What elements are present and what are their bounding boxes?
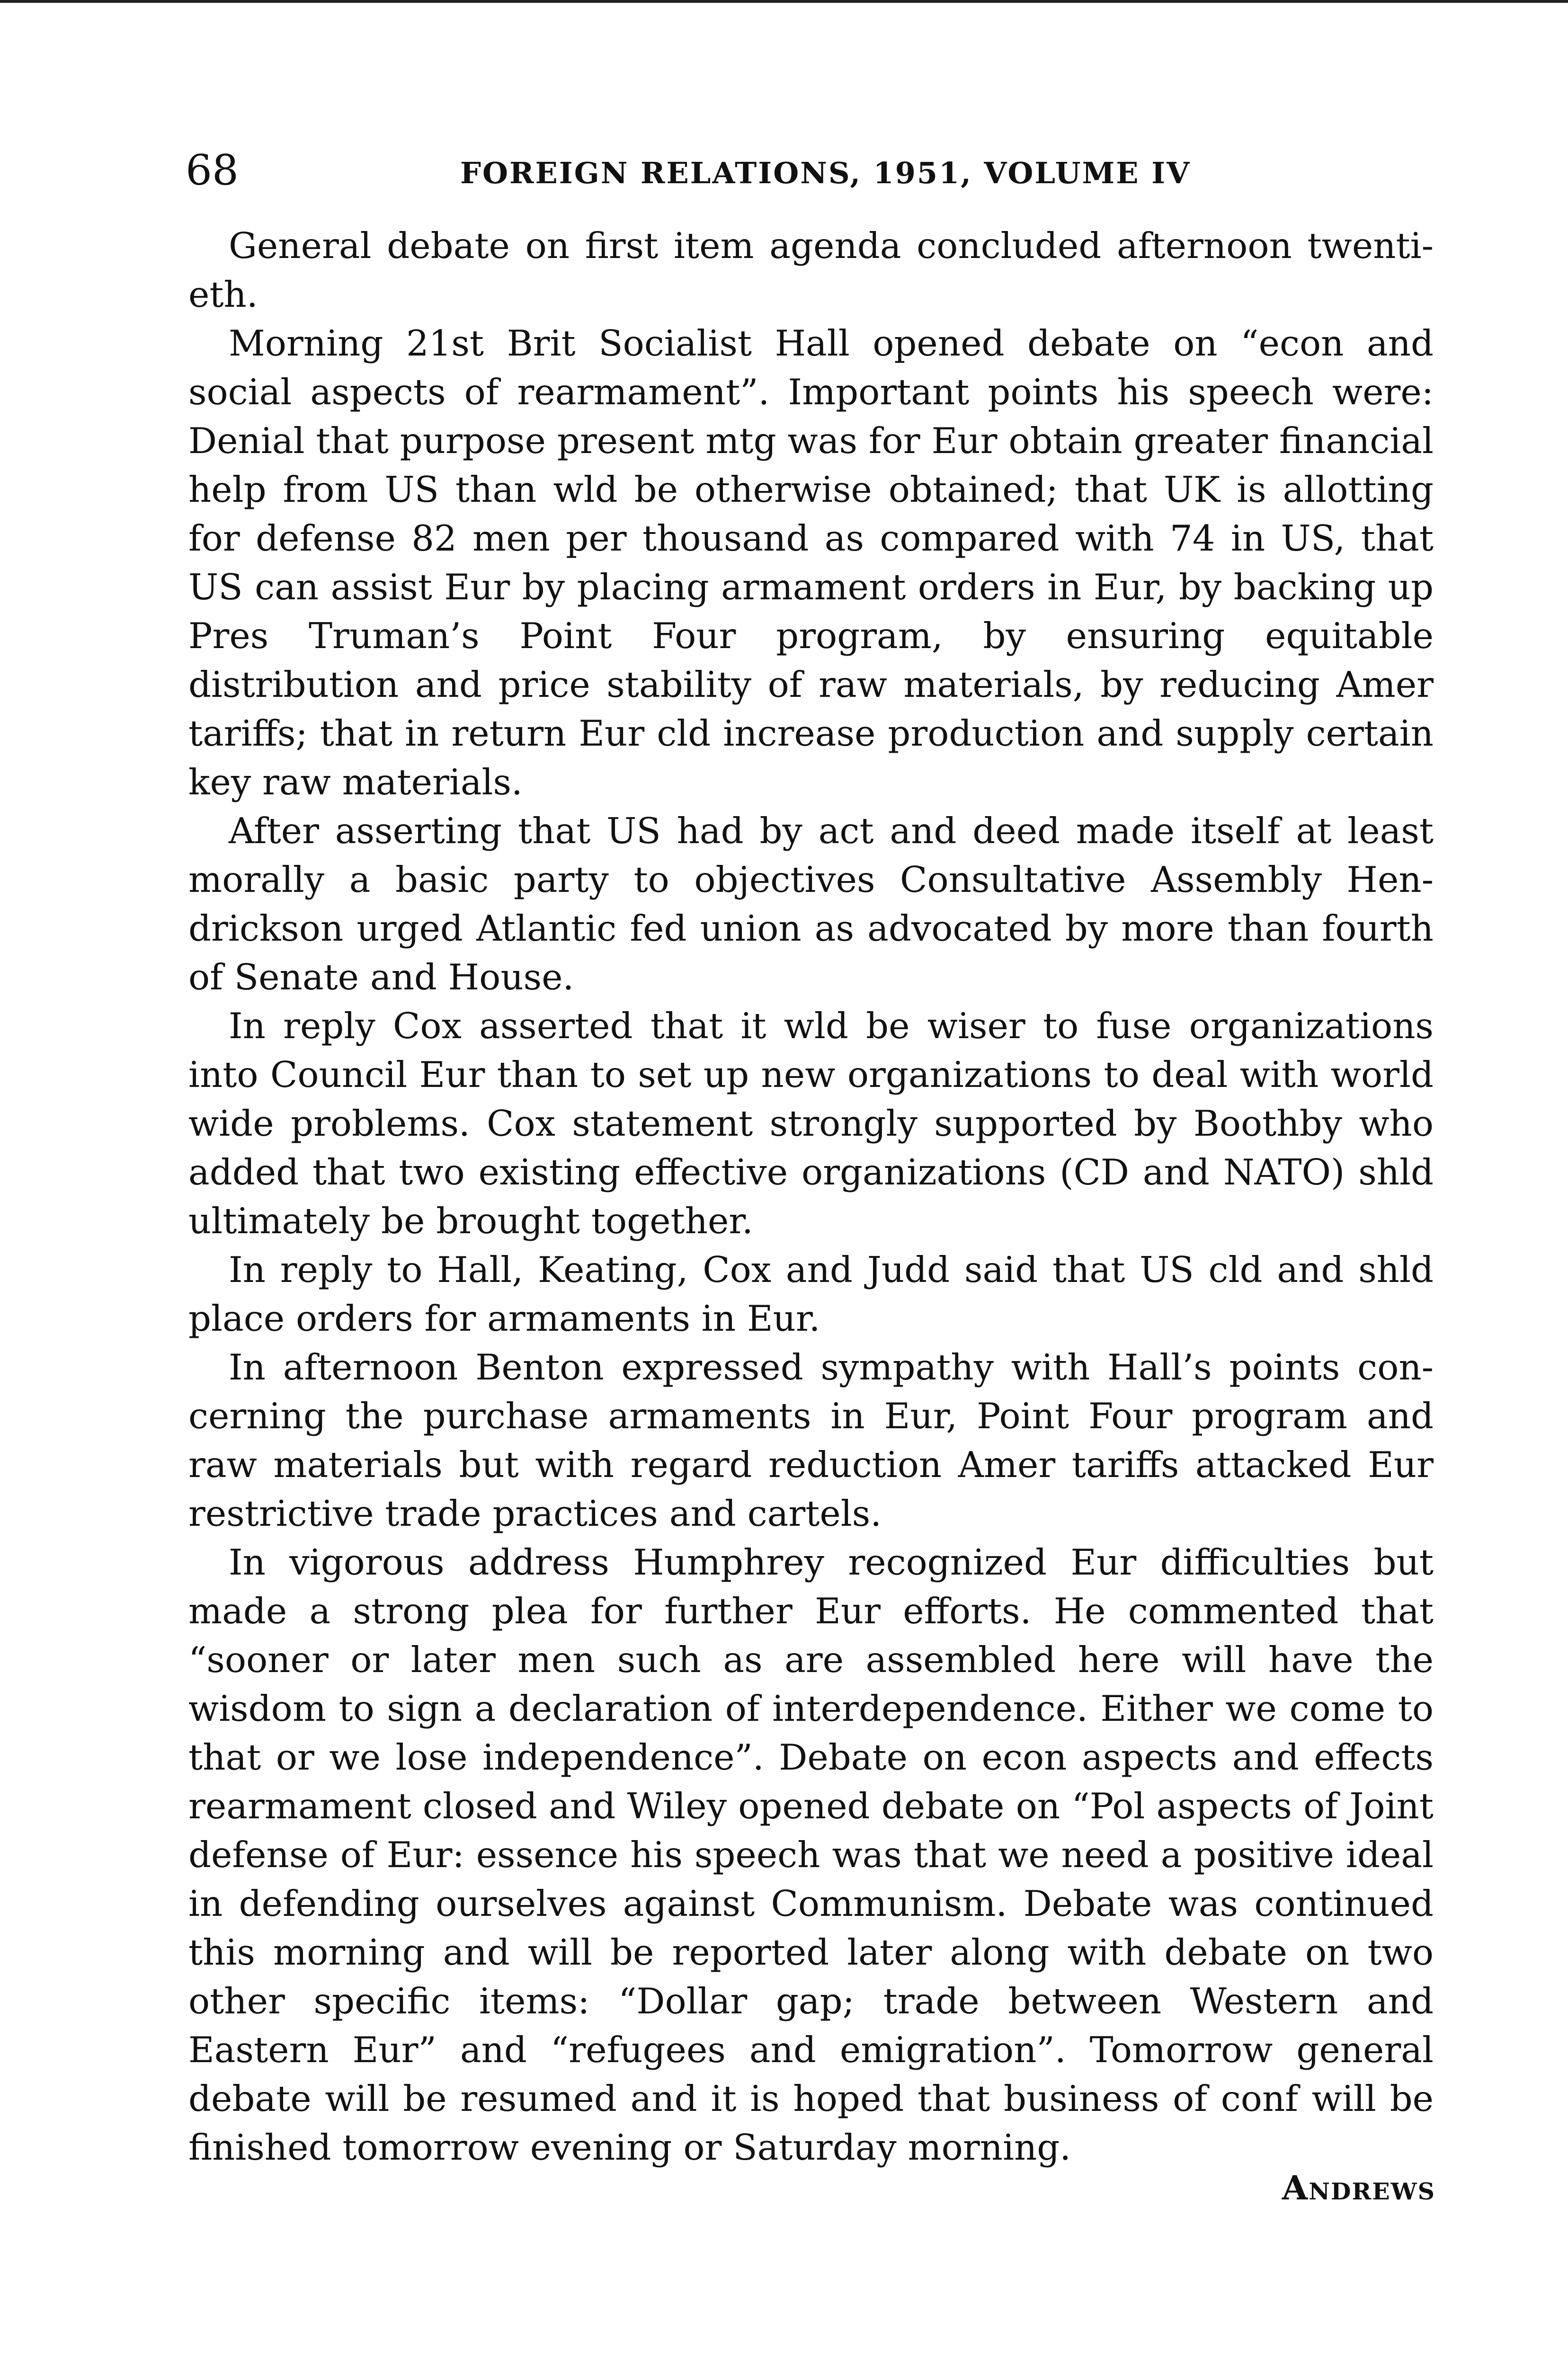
signature: Andrews [1282, 2168, 1435, 2207]
running-head: FOREIGN RELATIONS, 1951, VOLUME IV [460, 156, 1191, 190]
document-body [188, 222, 1434, 2172]
paragraph: General debate on first item agenda concluded afternoon twentieth. [188, 225, 1434, 315]
paragraph: Morning 21st Brit Socialist Hall opened debate on “econ and social aspects of rearmament”. Important points his speech were: Denial that purpose present mtg was for Eur obtain greater financial help from US than wld be otherwise obtained; that UK is allotting for defense 82 men per thousand as compared with 74 in US, that US can assist Eur by placing armament orders in Eur, by backing up Pres Truman’s Point Four program, by ensuring equitable distribution and price stability of raw materials, by reducing Amer tariffs; that in return Eur cld increase production and supply certain key raw materials. [188, 322, 1434, 803]
page-header [186, 137, 1435, 204]
page-top-edge [0, 0, 1568, 3]
page-number: 68 [186, 146, 239, 195]
paragraph: In afternoon Benton expressed sympathy with Hall’s points concerning the purchase armaments in Eur, Point Four program and raw materials but with regard reduction Amer tariffs attacked Eur restrictive trade practices and cartels. [188, 1346, 1434, 1534]
paragraph: In reply to Hall, Keating, Cox and Judd said that US cld and shld place orders for armaments in Eur. [188, 1249, 1434, 1339]
paragraph: In vigorous address Humphrey recognized Eur difficulties but made a strong plea for further Eur efforts. He commented that “sooner or later men such as are assembled here will have the wisdom to sign a declaration of interdependence. Either we come to that or we lose independence”. Debate on econ aspects and effects rearmament closed and Wiley opened debate on “Pol aspects of Joint defense of Eur: essence his speech was that we need a positive ideal in defending ourselves against Communism. Debate was continued this morning and will be reported later along with debate on two other specific items: “Dollar gap; trade between Western and Eastern Eur” and “refugees and emigration”. Tomorrow general debate will be resumed and it is hoped that business of conf will be finished tomorrow evening or Saturday morning. [188, 1541, 1434, 2168]
paragraph: After asserting that US had by act and deed made itself at least morally a basic party to objectives Consultative Assembly Hendrickson urged Atlantic fed union as advocated by more than fourth of Senate and House. [188, 810, 1434, 998]
paragraph: In reply Cox asserted that it wld be wiser to fuse organizations into Council Eur than to set up new organizations to deal with world wide problems. Cox statement strongly supported by Boothby who added that two existing effective organizations (CD and NATO) shld ultimately be brought together. [188, 1005, 1434, 1242]
